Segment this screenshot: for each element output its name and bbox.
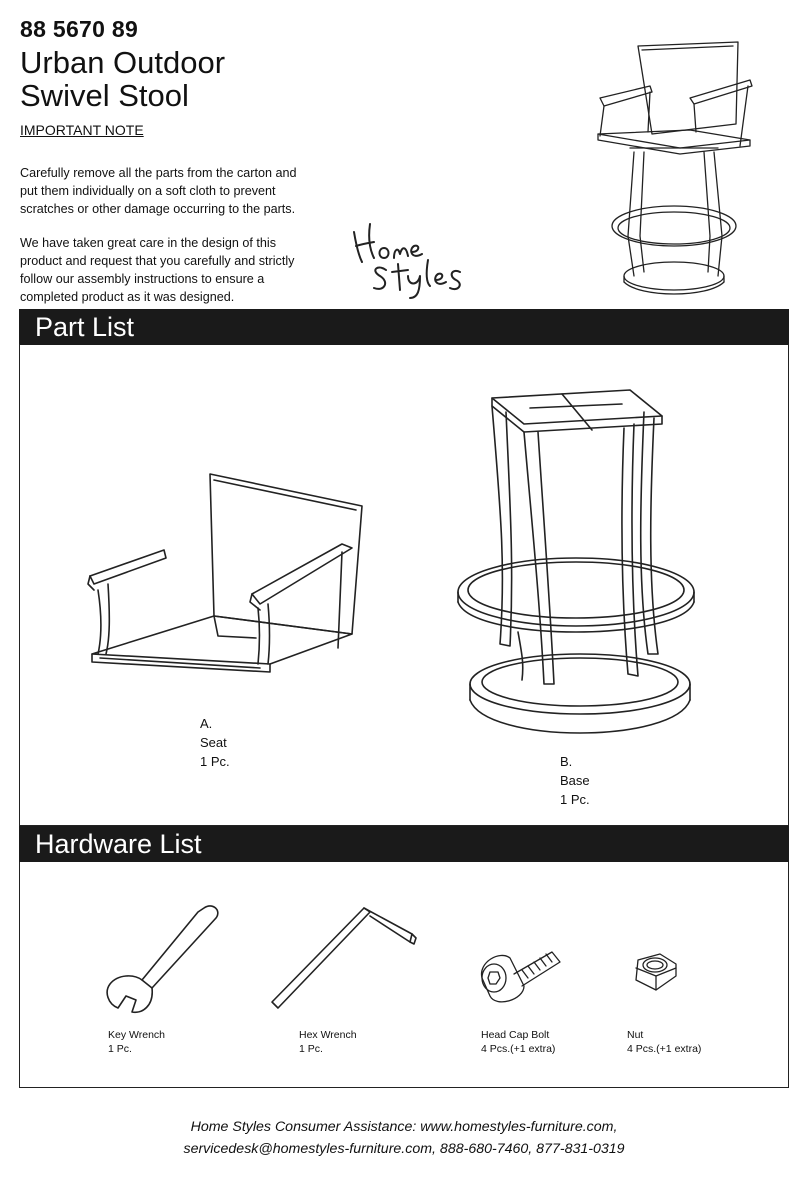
part-a-name: Seat [200,735,227,750]
nut-name: Nut [627,1029,644,1041]
title-line-2: Swivel Stool [20,78,189,113]
key-wrench-label [108,1028,165,1056]
footer-line-2: servicedesk@homestyles-furniture.com, 888-680-7460, 877-831-0319 [183,1141,625,1157]
assembled-stool-icon [590,36,760,296]
part-list-heading: Part List [19,309,789,345]
bolt-name: Head Cap Bolt [481,1029,550,1041]
key-wrench-icon [100,900,224,1014]
bolt-qty: 4 Pcs.(+1 extra) [481,1043,556,1055]
footer-line-1: Home Styles Consumer Assistance: www.homestyles-furniture.com, [190,1119,618,1135]
home-styles-logo [340,210,470,300]
nut-qty: 4 Pcs.(+1 extra) [627,1043,702,1055]
part-a-label [200,714,230,771]
hex-wrench-icon [266,902,418,1010]
hex-wrench-qty: 1 Pc. [299,1043,323,1055]
model-number: 88 5670 89 [20,16,139,42]
bolt-icon [474,944,564,1010]
hex-wrench-name: Hex Wrench [299,1029,357,1041]
key-wrench-name: Key Wrench [108,1029,165,1041]
part-b-label [560,752,590,809]
intro-paragraph-2: We have taken great care in the design of this product and request that you carefully and strictly follow our assembly instructions to ensure a completed product as it was designed. [20,236,295,304]
part-a-qty: 1 Pc. [200,754,230,769]
product-title [20,46,350,112]
nut-label [627,1028,701,1056]
key-wrench-qty: 1 Pc. [108,1043,132,1055]
part-b-qty: 1 Pc. [560,792,590,807]
important-note-heading: IMPORTANT NOTE [20,122,144,138]
base-icon [452,384,708,754]
nut-icon [630,950,682,996]
part-b-name: Base [560,773,590,788]
part-b-letter: B. [560,754,573,769]
part-a-letter: A. [200,716,213,731]
consumer-assistance-footer [0,1116,808,1160]
title-line-1: Urban Outdoor [20,45,226,80]
seat-icon [84,466,374,676]
hardware-list-heading: Hardware List [19,826,789,862]
intro-paragraph-1: Carefully remove all the parts from the carton and put them individually on a soft cloth to prevent scratches or other damage occurring to the parts. [20,166,297,216]
hex-wrench-label [299,1028,357,1056]
bolt-label [481,1028,555,1056]
